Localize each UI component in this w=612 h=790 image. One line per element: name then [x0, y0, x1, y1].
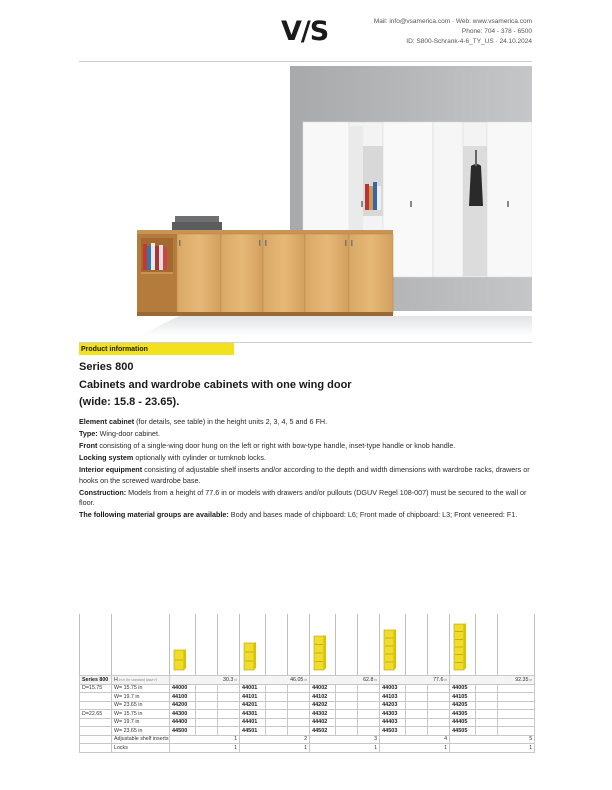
width-cell: W= 15.75 in [112, 710, 170, 719]
model-grid [79, 675, 535, 753]
series-label-cell: Series 800 [80, 676, 112, 685]
cabinet-illustration-part [324, 635, 326, 670]
article-number-cell: 44103 [380, 693, 406, 702]
article-number-cell: 44000 [170, 684, 196, 693]
empty-cell [476, 718, 498, 727]
empty-cell [358, 710, 380, 719]
article-number-cell: 44302 [310, 710, 336, 719]
article-number-cell: 44305 [450, 710, 476, 719]
count-cell: 2 [240, 735, 310, 744]
empty-cell [266, 718, 288, 727]
empty-cell [336, 684, 358, 693]
vs-logo: V/S [281, 16, 329, 47]
count-cell: 3 [310, 735, 380, 744]
empty-cell [358, 701, 380, 710]
desc-text: Body and bases made of chipboard: L6; Front made of chipboard: L3; Front veneered: F1. [228, 510, 518, 519]
height-unit: in [373, 677, 378, 682]
column-divider [497, 614, 498, 675]
empty-cell [336, 718, 358, 727]
empty-cell [498, 727, 535, 736]
empty-cell [266, 693, 288, 702]
table-row [80, 701, 535, 710]
article-number-cell: 44003 [380, 684, 406, 693]
height-value-cell [380, 676, 450, 685]
column-divider [405, 614, 406, 675]
article-number-cell: 44401 [240, 718, 266, 727]
title-line-1: Cabinets and wardrobe cabinets with one wing door [79, 379, 352, 391]
empty-cell [288, 710, 310, 719]
document-id: ID: S800-Schrank-4-6_TY_US · 24.10.2024 [406, 38, 532, 45]
cabinet-illustration-part [464, 623, 466, 670]
depth-cell [80, 693, 112, 702]
empty-cell [196, 701, 218, 710]
empty-cell [428, 727, 450, 736]
shelf-count-row [80, 735, 535, 744]
empty-cell [336, 693, 358, 702]
width-cell: W= 19.7 in [112, 693, 170, 702]
article-number-cell: 44403 [380, 718, 406, 727]
height-unit: in [443, 677, 448, 682]
empty-cell [498, 693, 535, 702]
desc-label: Locking system [79, 453, 134, 462]
cabinet-illustration-part [254, 642, 256, 670]
table-row [80, 718, 535, 727]
empty-cell [80, 744, 112, 753]
empty-cell [196, 693, 218, 702]
empty-cell [218, 684, 240, 693]
empty-cell [498, 710, 535, 719]
empty-cell [218, 727, 240, 736]
desc-label: Front [79, 441, 98, 450]
product-description [79, 417, 534, 522]
height-value-cell [240, 676, 310, 685]
depth-cell [80, 701, 112, 710]
desc-text: Models from a height of 77.6 in or models with drawers and/or pullouts (DGUV Regel 108-007) must be secured to the wall or floor. [79, 487, 527, 507]
desc-paragraph [79, 417, 534, 428]
divider-top [79, 61, 532, 62]
height-value: 92.35 [515, 676, 529, 683]
column-divider [111, 614, 112, 675]
empty-cell [358, 693, 380, 702]
empty-cell [288, 684, 310, 693]
empty-cell [358, 684, 380, 693]
article-number-cell: 44101 [240, 693, 266, 702]
table-header-row [80, 676, 535, 685]
article-number-cell: 44502 [310, 727, 336, 736]
height-value-cell [170, 676, 240, 685]
desc-text: Wing-door cabinet. [97, 429, 160, 438]
cabinet-illustration [453, 623, 467, 671]
column-divider [379, 614, 380, 675]
model-table [79, 614, 532, 753]
article-number-cell: 44205 [450, 701, 476, 710]
desc-text: (for details, see table) in the height units 2, 3, 4, 5 and 6 FH. [134, 417, 328, 426]
article-number-cell: 44503 [380, 727, 406, 736]
table-row [80, 693, 535, 702]
depth-cell [80, 718, 112, 727]
article-number-cell: 44102 [310, 693, 336, 702]
empty-cell [218, 718, 240, 727]
height-value: 30.3 [223, 676, 234, 683]
width-cell: W= 15.75 in [112, 684, 170, 693]
article-number-cell: 44500 [170, 727, 196, 736]
column-divider [217, 614, 218, 675]
empty-cell [428, 701, 450, 710]
article-number-cell: 44501 [240, 727, 266, 736]
article-number-cell: 44405 [450, 718, 476, 727]
height-value-cell [450, 676, 535, 685]
empty-cell [288, 718, 310, 727]
empty-cell [358, 727, 380, 736]
article-number-cell: 44005 [450, 684, 476, 693]
column-divider [287, 614, 288, 675]
count-cell: 1 [380, 744, 450, 753]
product-photo [79, 66, 532, 336]
empty-cell [406, 701, 428, 710]
empty-cell [288, 693, 310, 702]
column-divider [335, 614, 336, 675]
height-value: 62.8 [363, 676, 374, 683]
cabinet-illustration-part [384, 630, 394, 670]
empty-cell [266, 684, 288, 693]
empty-cell [196, 710, 218, 719]
empty-cell [406, 684, 428, 693]
cabinet-illustration [173, 649, 187, 671]
column-divider [265, 614, 266, 675]
height-value: 77.6 [433, 676, 444, 683]
height-label: H [114, 676, 118, 683]
column-divider [534, 614, 535, 675]
column-divider [195, 614, 196, 675]
width-cell: W= 19.7 in [112, 718, 170, 727]
empty-cell [406, 727, 428, 736]
column-divider [309, 614, 310, 675]
count-cell: 1 [240, 744, 310, 753]
empty-cell [498, 684, 535, 693]
desc-paragraph [79, 453, 534, 464]
empty-cell [406, 693, 428, 702]
width-cell: W= 23.65 in [112, 727, 170, 736]
empty-cell [196, 727, 218, 736]
desc-text: consisting of adjustable shelf inserts and/or according to the depth and width dimensions with wardrobe racks, drawers or hooks on the screwed wardrobe base. [79, 465, 530, 485]
empty-cell [336, 701, 358, 710]
count-cell: 1 [170, 735, 240, 744]
empty-cell [428, 684, 450, 693]
article-number-cell: 44402 [310, 718, 336, 727]
article-number-cell: 44200 [170, 701, 196, 710]
height-unit: in [233, 677, 238, 682]
cabinet-illustration-part [394, 629, 396, 670]
article-number-cell: 44505 [450, 727, 476, 736]
empty-cell [196, 718, 218, 727]
width-cell: W= 23.65 in [112, 701, 170, 710]
desc-label: Interior equipment [79, 465, 143, 474]
height-unit: in [303, 677, 308, 682]
empty-cell [476, 727, 498, 736]
desc-paragraph [79, 488, 534, 509]
empty-cell [336, 710, 358, 719]
desc-paragraph [79, 441, 534, 452]
empty-cell [498, 701, 535, 710]
contact-phone: Phone: 704 - 378 - 6500 [461, 28, 532, 35]
empty-cell [358, 718, 380, 727]
contact-mail: Mail: info@vsamerica.com · Web: www.vsamerica.com [373, 18, 532, 25]
cabinet-illustration [313, 635, 327, 671]
desc-text: consisting of a single-wing door hung on the left or right with bow-type handle, inset-type handle or knob handle. [97, 441, 456, 450]
article-number-cell: 44400 [170, 718, 196, 727]
column-divider [169, 614, 170, 675]
article-number-cell: 44303 [380, 710, 406, 719]
desc-label: The following material groups are available: [79, 510, 229, 519]
empty-cell [428, 710, 450, 719]
empty-cell [288, 727, 310, 736]
product-info-tag: Product information [79, 343, 234, 355]
cabinet-illustration-part [244, 643, 254, 670]
empty-cell [218, 701, 240, 710]
count-cell: 5 [450, 735, 535, 744]
column-divider [475, 614, 476, 675]
article-number-cell: 44301 [240, 710, 266, 719]
table-row [80, 727, 535, 736]
article-number-cell: 44202 [310, 701, 336, 710]
empty-cell [288, 701, 310, 710]
column-divider [449, 614, 450, 675]
article-number-cell: 44105 [450, 693, 476, 702]
empty-cell [266, 701, 288, 710]
empty-cell [336, 727, 358, 736]
column-divider [357, 614, 358, 675]
article-number-cell: 44203 [380, 701, 406, 710]
product-title [79, 377, 479, 411]
desc-paragraph [79, 510, 534, 521]
table-row [80, 710, 535, 719]
empty-cell [498, 718, 535, 727]
height-value: 46.05 [290, 676, 304, 683]
empty-cell [266, 727, 288, 736]
count-cell: 1 [450, 744, 535, 753]
empty-cell [476, 701, 498, 710]
article-number-cell: 44002 [310, 684, 336, 693]
depth-cell: D=22.65 [80, 710, 112, 719]
empty-cell [218, 710, 240, 719]
desc-label: Element cabinet [79, 417, 135, 426]
row-label-cell: Locks [112, 744, 170, 753]
depth-cell [80, 727, 112, 736]
contact-info [374, 17, 532, 47]
cabinet-illustration-part [184, 649, 186, 670]
desc-paragraph [79, 465, 534, 486]
empty-cell [80, 735, 112, 744]
desc-text: optionally with cylinder or turnknob locks. [133, 453, 266, 462]
cabinet-illustration [383, 629, 397, 671]
count-cell: 4 [380, 735, 450, 744]
wooden-sideboard [137, 216, 393, 316]
column-divider [427, 614, 428, 675]
empty-cell [476, 710, 498, 719]
empty-cell [476, 684, 498, 693]
empty-cell [266, 710, 288, 719]
empty-cell [406, 718, 428, 727]
desc-paragraph [79, 429, 534, 440]
count-cell: 1 [170, 744, 240, 753]
height-note: in in for standard base H [117, 677, 157, 682]
empty-cell [218, 693, 240, 702]
desc-label: Type: [79, 429, 98, 438]
lock-count-row [80, 744, 535, 753]
depth-cell: D=15.75 [80, 684, 112, 693]
article-number-cell: 44201 [240, 701, 266, 710]
table-row [80, 684, 535, 693]
empty-cell [428, 693, 450, 702]
column-divider [239, 614, 240, 675]
height-unit: in [528, 677, 533, 682]
article-number-cell: 44100 [170, 693, 196, 702]
count-cell: 1 [310, 744, 380, 753]
empty-cell [196, 684, 218, 693]
empty-cell [476, 693, 498, 702]
height-value-cell [310, 676, 380, 685]
article-number-cell: 44001 [240, 684, 266, 693]
desc-label: Construction: [79, 487, 127, 497]
row-label-cell: Adjustable shelf inserts [112, 735, 170, 744]
height-label-cell [112, 676, 170, 685]
empty-cell [428, 718, 450, 727]
series-heading: Series 800 [79, 361, 134, 373]
empty-cell [406, 710, 428, 719]
cabinet-illustration-row [79, 614, 532, 675]
cabinet-illustration [243, 642, 257, 671]
title-line-2: (wide: 15.8 - 23.65). [79, 396, 180, 408]
article-number-cell: 44300 [170, 710, 196, 719]
